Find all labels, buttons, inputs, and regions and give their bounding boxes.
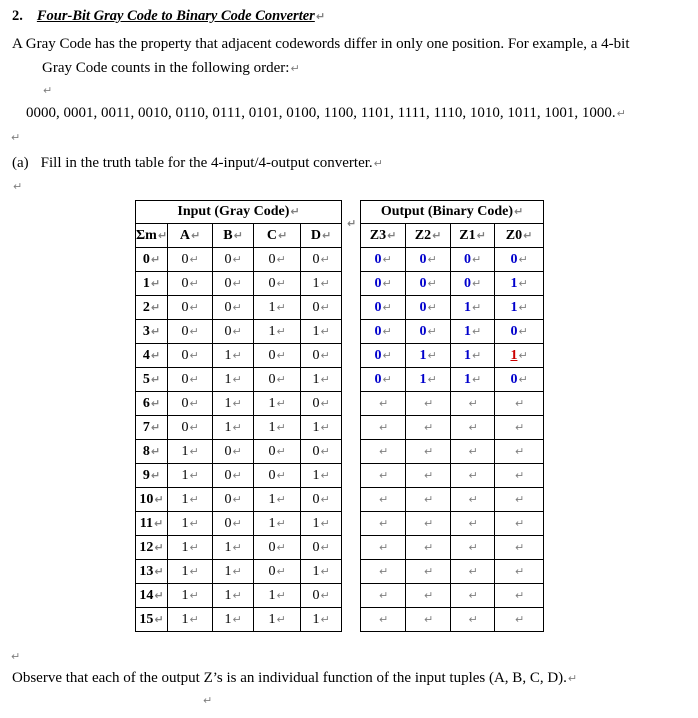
cell-c: 0↵ <box>254 344 301 368</box>
truth-table-body <box>136 248 544 632</box>
cell-b: 1↵ <box>213 560 254 584</box>
cell-a: 1↵ <box>168 560 213 584</box>
cell-z2[interactable]: 0↵ <box>406 272 451 296</box>
cell-a: 0↵ <box>168 320 213 344</box>
cell-d: 0↵ <box>301 440 342 464</box>
cell-z1[interactable]: ↵ <box>451 584 495 608</box>
column-header-d: D↵ <box>301 224 342 248</box>
column-gap <box>342 536 361 560</box>
cell-b: 0↵ <box>213 464 254 488</box>
paragraph-mark-icon: ↵ <box>616 107 626 120</box>
cell-b: 0↵ <box>213 512 254 536</box>
cell-z0[interactable]: ↵ <box>495 512 544 536</box>
question-number: 2. <box>12 8 23 24</box>
cell-z2[interactable]: ↵ <box>406 608 451 632</box>
table-row <box>136 320 544 344</box>
cell-z0[interactable]: ↵ <box>495 584 544 608</box>
cell-z1[interactable]: 1↵ <box>451 344 495 368</box>
column-gap <box>342 416 361 440</box>
cell-d: 1↵ <box>301 416 342 440</box>
cell-d: 0↵ <box>301 296 342 320</box>
cell-m: 6↵ <box>136 392 168 416</box>
paragraph-mark-icon: ↵ <box>290 62 300 75</box>
cell-z0[interactable]: ↵ <box>495 608 544 632</box>
cell-z2[interactable]: ↵ <box>406 392 451 416</box>
column-header-z2: Z2↵ <box>406 224 451 248</box>
cell-z3[interactable]: ↵ <box>361 416 406 440</box>
column-gap <box>342 608 361 632</box>
cell-z0[interactable]: 0↵ <box>495 320 544 344</box>
cell-d: 1↵ <box>301 368 342 392</box>
cell-z3[interactable]: ↵ <box>361 392 406 416</box>
cell-a: 1↵ <box>168 584 213 608</box>
cell-c: 1↵ <box>254 320 301 344</box>
cell-c: 1↵ <box>254 608 301 632</box>
cell-m: 11↵ <box>136 512 168 536</box>
cell-c: 1↵ <box>254 512 301 536</box>
cell-d: 1↵ <box>301 272 342 296</box>
cell-c: 0↵ <box>254 560 301 584</box>
cell-b: 1↵ <box>213 344 254 368</box>
cell-b: 1↵ <box>213 608 254 632</box>
cell-b: 0↵ <box>213 296 254 320</box>
cell-z0[interactable]: ↵ <box>495 440 544 464</box>
table-row <box>136 512 544 536</box>
cell-z2[interactable]: 1↵ <box>406 368 451 392</box>
cell-d: 0↵ <box>301 488 342 512</box>
column-gap <box>342 272 361 296</box>
cell-z2[interactable]: 0↵ <box>406 296 451 320</box>
paragraph-mark-icon: ↵ <box>13 180 23 193</box>
cell-z1[interactable]: ↵ <box>451 512 495 536</box>
column-header-row <box>136 224 544 248</box>
cell-c: 1↵ <box>254 488 301 512</box>
cell-a: 0↵ <box>168 368 213 392</box>
table-row <box>136 344 544 368</box>
cell-a: 1↵ <box>168 440 213 464</box>
part-a-text: Fill in the truth table for the 4-input/4-output converter. <box>40 155 373 171</box>
column-gap <box>342 368 361 392</box>
cell-d: 0↵ <box>301 248 342 272</box>
cell-b: 1↵ <box>213 392 254 416</box>
paragraph-mark-icon: ↵ <box>203 694 213 707</box>
cell-z1[interactable]: 1↵ <box>451 368 495 392</box>
cell-z0[interactable]: ↵ <box>495 464 544 488</box>
cell-c: 0↵ <box>254 248 301 272</box>
cell-b: 1↵ <box>213 368 254 392</box>
column-header-z1: Z1↵ <box>451 224 495 248</box>
table-row <box>136 296 544 320</box>
column-gap <box>342 512 361 536</box>
cell-z1[interactable]: ↵ <box>451 392 495 416</box>
cell-a: 0↵ <box>168 344 213 368</box>
cell-z1[interactable]: ↵ <box>451 416 495 440</box>
cell-z2[interactable]: 1↵ <box>406 344 451 368</box>
cell-d: 0↵ <box>301 392 342 416</box>
column-gap: ↵ <box>342 201 361 248</box>
cell-z1[interactable]: ↵ <box>451 464 495 488</box>
part-a-instruction <box>12 155 383 172</box>
cell-a: 0↵ <box>168 296 213 320</box>
table-row <box>136 488 544 512</box>
column-header-c: C↵ <box>254 224 301 248</box>
cell-z1[interactable]: 1↵ <box>451 296 495 320</box>
gray-code-sequence: 0000, 0001, 0011, 0010, 0110, 0111, 0101, 0100, 1100, 1101, 1111, 1110, 1010, 1011, 1001, 1000.↵ <box>26 105 626 121</box>
cell-c: 1↵ <box>254 584 301 608</box>
table-row <box>136 416 544 440</box>
cell-a: 0↵ <box>168 248 213 272</box>
cell-z3[interactable]: 0↵ <box>361 320 406 344</box>
column-gap <box>342 584 361 608</box>
column-gap <box>342 248 361 272</box>
cell-m: 2↵ <box>136 296 168 320</box>
cell-z0[interactable]: ↵ <box>495 416 544 440</box>
cell-z3[interactable]: ↵ <box>361 560 406 584</box>
table-row <box>136 608 544 632</box>
cell-a: 0↵ <box>168 416 213 440</box>
column-header-z0: Z0↵ <box>495 224 544 248</box>
column-header-z3: Z3↵ <box>361 224 406 248</box>
cell-a: 1↵ <box>168 512 213 536</box>
cell-z3[interactable]: 0↵ <box>361 296 406 320</box>
question-heading <box>12 8 325 25</box>
cell-z3[interactable]: 0↵ <box>361 248 406 272</box>
table-row <box>136 584 544 608</box>
cell-d: 0↵ <box>301 584 342 608</box>
paragraph-mark-icon: ↵ <box>373 157 383 170</box>
cell-z3[interactable]: 0↵ <box>361 368 406 392</box>
table-row <box>136 440 544 464</box>
cell-a: 1↵ <box>168 536 213 560</box>
cell-z3[interactable]: 0↵ <box>361 272 406 296</box>
cell-c: 0↵ <box>254 464 301 488</box>
cell-m: 14↵ <box>136 584 168 608</box>
cell-z0[interactable]: ↵ <box>495 488 544 512</box>
cell-z0[interactable]: 1↵ <box>495 296 544 320</box>
cell-z2[interactable]: ↵ <box>406 440 451 464</box>
cell-a: 1↵ <box>168 608 213 632</box>
cell-z3[interactable]: ↵ <box>361 608 406 632</box>
cell-z0[interactable]: 0↵ <box>495 368 544 392</box>
cell-c: 0↵ <box>254 440 301 464</box>
output-group-header: Output (Binary Code)↵ <box>361 201 544 224</box>
cell-c: 0↵ <box>254 368 301 392</box>
part-a-label: (a) <box>12 155 29 171</box>
table-row <box>136 392 544 416</box>
column-header-a: A↵ <box>168 224 213 248</box>
cell-m: 3↵ <box>136 320 168 344</box>
cell-d: 0↵ <box>301 536 342 560</box>
cell-m: 10↵ <box>136 488 168 512</box>
cell-b: 0↵ <box>213 272 254 296</box>
cell-z1[interactable]: ↵ <box>451 560 495 584</box>
cell-c: 1↵ <box>254 416 301 440</box>
cell-b: 0↵ <box>213 248 254 272</box>
column-gap <box>342 464 361 488</box>
cell-d: 0↵ <box>301 344 342 368</box>
cell-a: 0↵ <box>168 392 213 416</box>
column-gap <box>342 296 361 320</box>
paragraph-mark-icon: ↵ <box>315 10 326 23</box>
cell-m: 8↵ <box>136 440 168 464</box>
observation-text: Observe that each of the output Z’s is an individual function of the input tuples (A, B, C, D).↵ <box>12 670 578 686</box>
cell-z2[interactable]: ↵ <box>406 464 451 488</box>
cell-z3[interactable]: 0↵ <box>361 344 406 368</box>
cell-b: 0↵ <box>213 440 254 464</box>
cell-m: 7↵ <box>136 416 168 440</box>
table-row <box>136 368 544 392</box>
cell-z2[interactable]: 0↵ <box>406 320 451 344</box>
column-gap <box>342 320 361 344</box>
question-title: Four-Bit Gray Code to Binary Code Converter <box>36 8 315 24</box>
cell-z3[interactable]: ↵ <box>361 440 406 464</box>
truth-table <box>135 200 544 632</box>
cell-z1[interactable]: 1↵ <box>451 320 495 344</box>
column-gap <box>342 440 361 464</box>
column-gap <box>342 488 361 512</box>
cell-d: 1↵ <box>301 608 342 632</box>
cell-z2[interactable]: ↵ <box>406 512 451 536</box>
cell-z3[interactable]: ↵ <box>361 464 406 488</box>
cell-z3[interactable]: ↵ <box>361 536 406 560</box>
cell-z3[interactable]: ↵ <box>361 584 406 608</box>
cell-m: 15↵ <box>136 608 168 632</box>
cell-z1[interactable]: 0↵ <box>451 248 495 272</box>
paragraph-mark-icon: ↵ <box>43 84 53 97</box>
cell-z1[interactable]: ↵ <box>451 440 495 464</box>
cell-c: 1↵ <box>254 392 301 416</box>
cell-z1[interactable]: ↵ <box>451 488 495 512</box>
table-row <box>136 464 544 488</box>
column-gap <box>342 344 361 368</box>
paragraph-mark-icon: ↵ <box>11 131 21 144</box>
cell-z0[interactable]: 0↵ <box>495 248 544 272</box>
cell-z2[interactable]: ↵ <box>406 488 451 512</box>
cell-c: 0↵ <box>254 536 301 560</box>
cell-d: 1↵ <box>301 320 342 344</box>
table-row <box>136 248 544 272</box>
cell-b: 1↵ <box>213 536 254 560</box>
cell-b: 0↵ <box>213 320 254 344</box>
cell-z2[interactable]: 0↵ <box>406 248 451 272</box>
table-row <box>136 536 544 560</box>
cell-z2[interactable]: ↵ <box>406 536 451 560</box>
cell-z0[interactable]: ↵ <box>495 560 544 584</box>
cell-a: 1↵ <box>168 464 213 488</box>
cell-a: 1↵ <box>168 488 213 512</box>
cell-m: 13↵ <box>136 560 168 584</box>
cell-z0[interactable]: ↵ <box>495 392 544 416</box>
cell-m: 5↵ <box>136 368 168 392</box>
cell-m: 4↵ <box>136 344 168 368</box>
cell-z1[interactable]: ↵ <box>451 536 495 560</box>
cell-m: 0↵ <box>136 248 168 272</box>
table-row <box>136 560 544 584</box>
cell-a: 0↵ <box>168 272 213 296</box>
cell-z1[interactable]: ↵ <box>451 608 495 632</box>
cell-d: 1↵ <box>301 464 342 488</box>
cell-z2[interactable]: ↵ <box>406 416 451 440</box>
column-gap <box>342 560 361 584</box>
cell-z2[interactable]: ↵ <box>406 584 451 608</box>
cell-b: 0↵ <box>213 488 254 512</box>
cell-c: 1↵ <box>254 296 301 320</box>
cell-z1[interactable]: 0↵ <box>451 272 495 296</box>
cell-z0[interactable]: 1↵ <box>495 344 544 368</box>
column-gap <box>342 392 361 416</box>
cell-c: 0↵ <box>254 272 301 296</box>
intro-line-1: A Gray Code has the property that adjacent codewords differ in only one position. For example, a 4-bit <box>12 36 630 52</box>
input-group-header: Input (Gray Code)↵ <box>136 201 342 224</box>
cell-m: 12↵ <box>136 536 168 560</box>
cell-z0[interactable]: 1↵ <box>495 272 544 296</box>
cell-z3[interactable]: ↵ <box>361 488 406 512</box>
cell-m: 1↵ <box>136 272 168 296</box>
cell-z0[interactable]: ↵ <box>495 536 544 560</box>
paragraph-mark-icon: ↵ <box>567 672 578 685</box>
cell-b: 1↵ <box>213 416 254 440</box>
intro-line-2: Gray Code counts in the following order:↵ <box>42 60 300 76</box>
cell-d: 1↵ <box>301 512 342 536</box>
cell-m: 9↵ <box>136 464 168 488</box>
column-header-sigma-m: Σm↵ <box>136 224 168 248</box>
cell-z2[interactable]: ↵ <box>406 560 451 584</box>
cell-b: 1↵ <box>213 584 254 608</box>
column-header-b: B↵ <box>213 224 254 248</box>
table-row <box>136 272 544 296</box>
cell-d: 1↵ <box>301 560 342 584</box>
paragraph-mark-icon: ↵ <box>11 650 21 663</box>
cell-z3[interactable]: ↵ <box>361 512 406 536</box>
